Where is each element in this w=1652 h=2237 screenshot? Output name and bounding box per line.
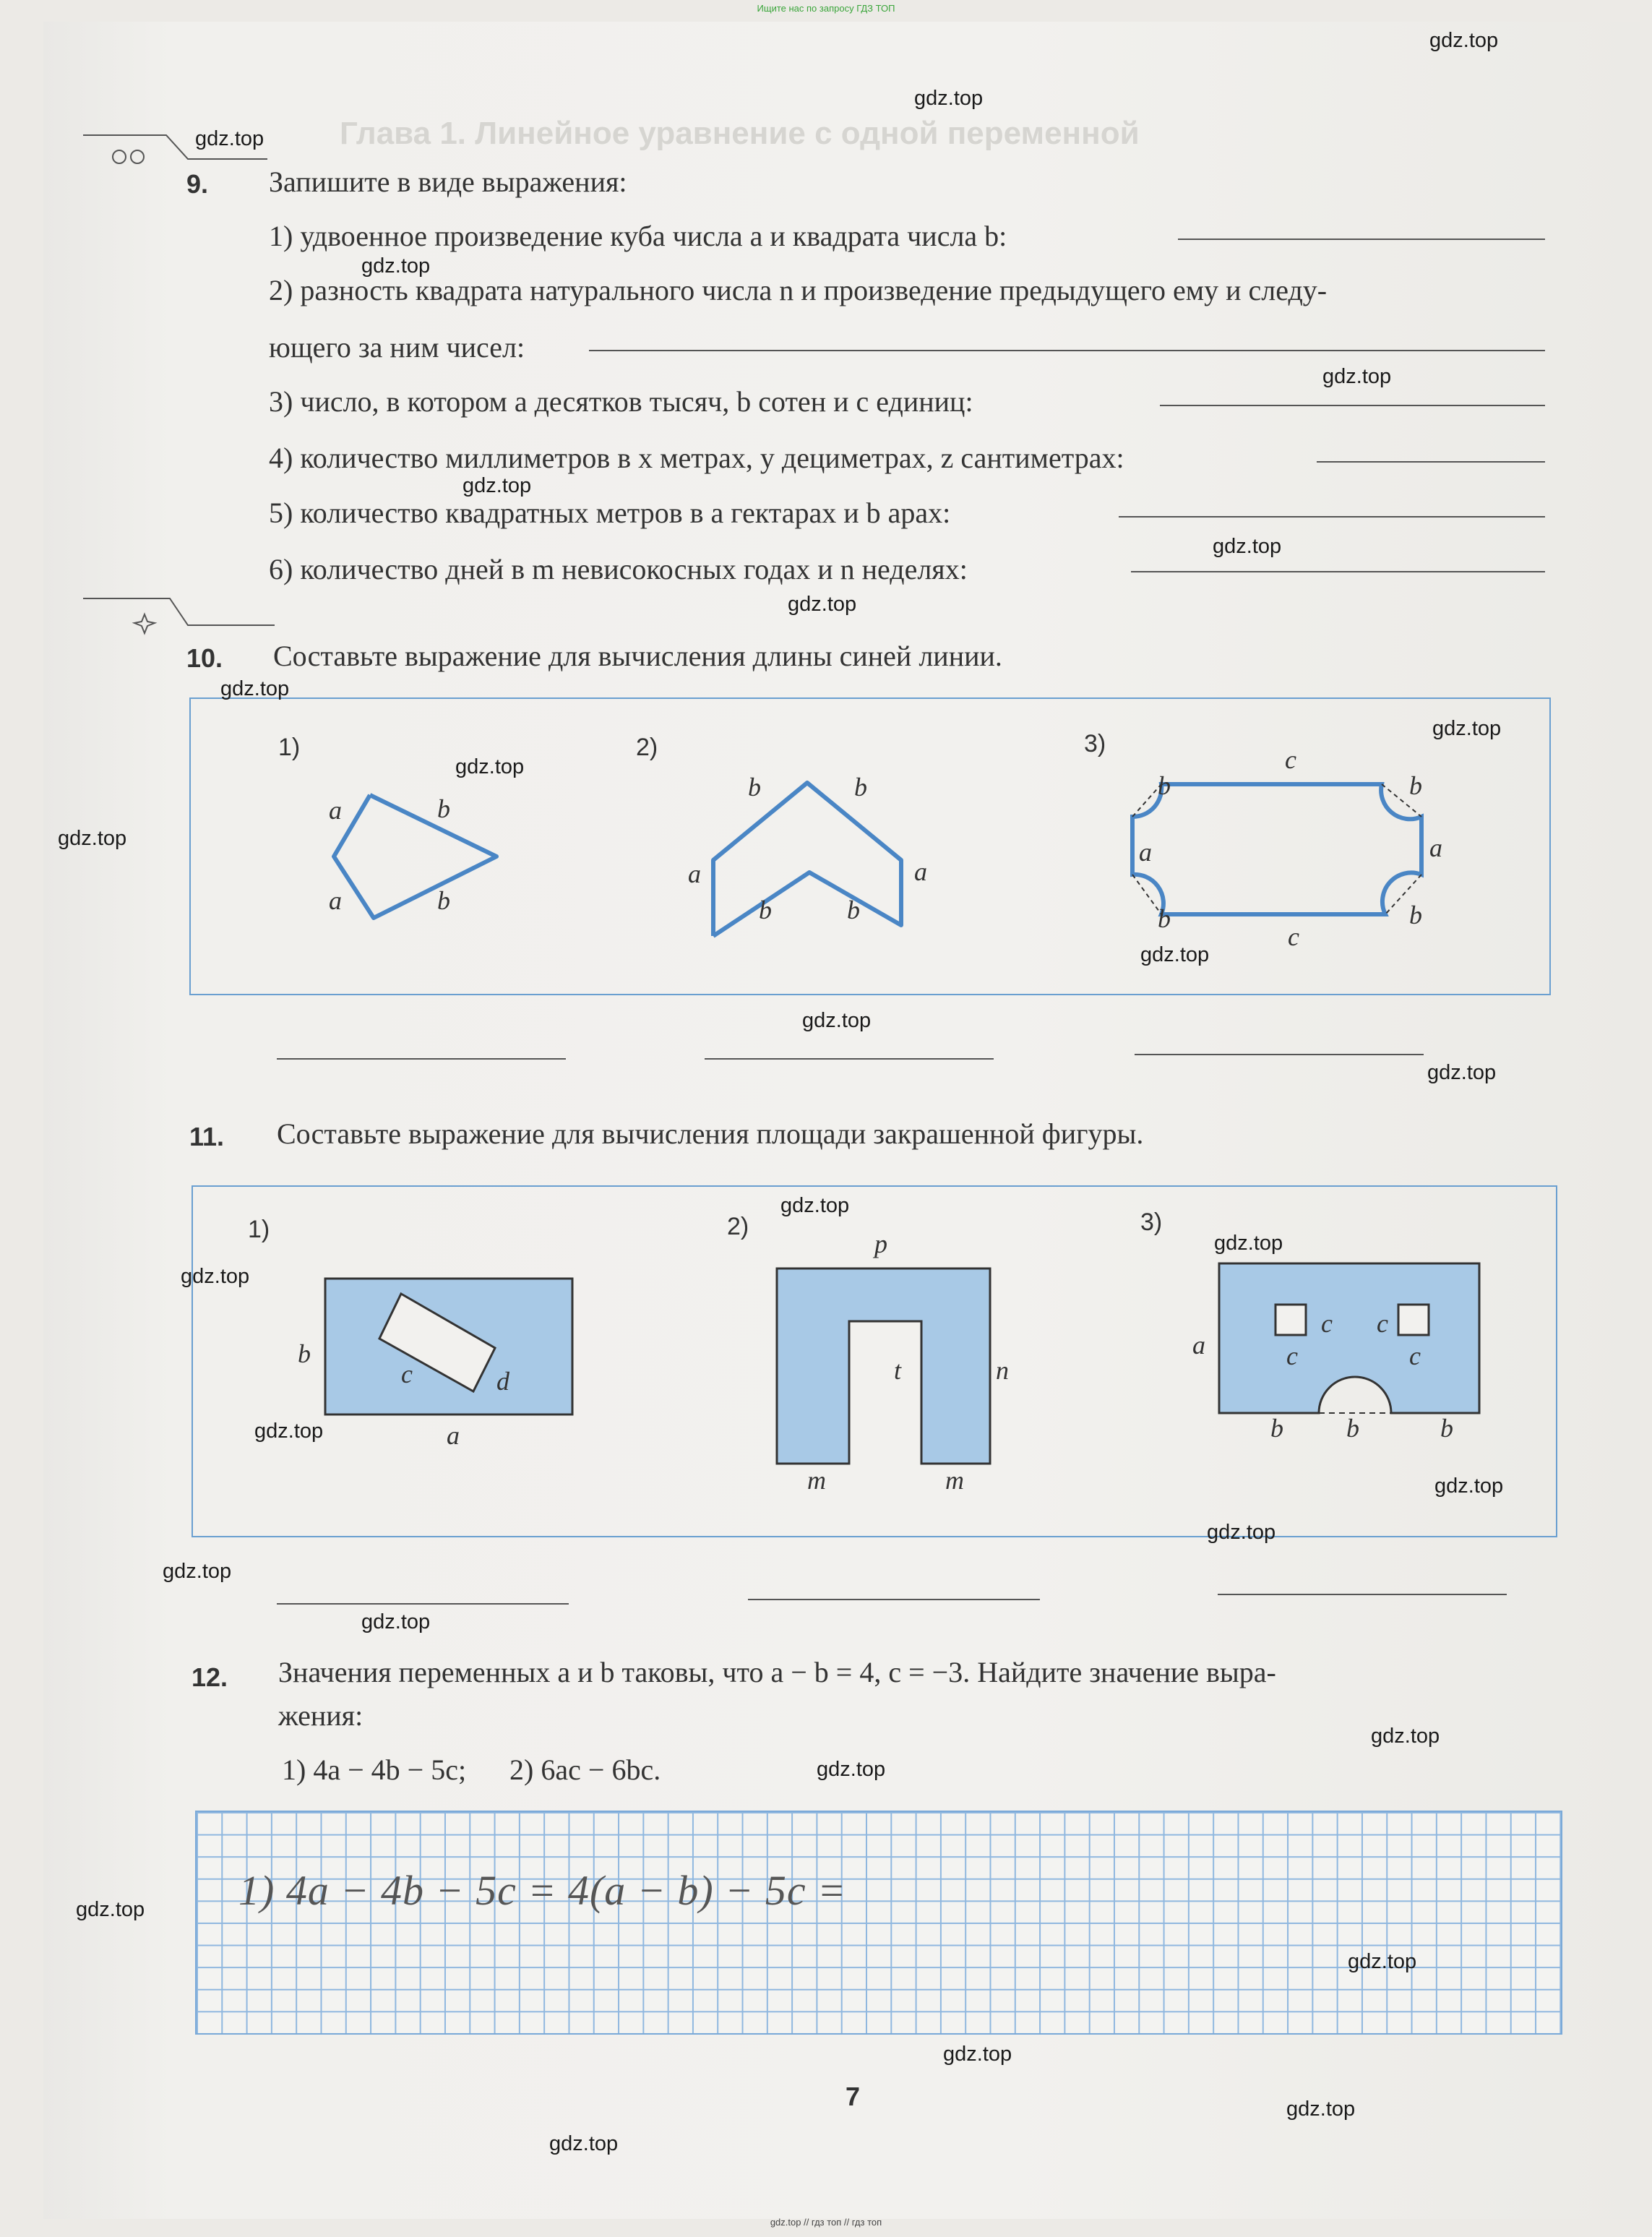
watermark: gdz.top <box>943 2043 1012 2066</box>
task10-title: Составьте выражение для вычисления длины синей линии. <box>273 640 1002 672</box>
answer-line[interactable] <box>705 1058 994 1060</box>
watermark: gdz.top <box>1214 1232 1283 1255</box>
task9-title: Запишите в виде выражения: <box>269 166 627 198</box>
answer-line[interactable] <box>1317 461 1545 463</box>
answer-line[interactable] <box>1218 1594 1507 1595</box>
task12-number: 12. <box>192 1662 228 1692</box>
answer-line[interactable] <box>1178 239 1545 240</box>
answer-line[interactable] <box>1131 571 1545 572</box>
label-b: b <box>437 794 450 823</box>
watermark: gdz.top <box>195 127 264 150</box>
task9-item4: 4) количество миллиметров в x метрах, y дециметрах, z сантиметрах: <box>269 442 1124 474</box>
task12-options: 1) 4a − 4b − 5c; 2) 6ac − 6bc. <box>282 1753 661 1786</box>
figure-label: 3) <box>1140 1208 1163 1236</box>
task10-number: 10. <box>186 643 223 673</box>
bottom-banner: gdz.top // гдз топ // гдз топ <box>770 2217 882 2228</box>
watermark: gdz.top <box>254 1420 324 1443</box>
watermark: gdz.top <box>58 827 127 850</box>
watermark: gdz.top <box>1140 943 1210 966</box>
label-b: b <box>1158 904 1171 933</box>
watermark: gdz.top <box>802 1009 872 1032</box>
task9-number: 9. <box>186 169 209 199</box>
watermark: gdz.top <box>220 677 290 700</box>
task11-figures <box>192 1185 1554 1534</box>
label-a: a <box>1192 1331 1205 1360</box>
task12-title-cont: жения: <box>278 1699 363 1732</box>
figure-label: 2) <box>727 1213 749 1240</box>
label-b: b <box>1158 771 1171 800</box>
task11-number: 11. <box>189 1122 225 1151</box>
watermark: gdz.top <box>549 2132 619 2155</box>
ghost-header: Глава 1. Линейное уравнение с одной переменной <box>340 116 1140 151</box>
answer-line[interactable] <box>277 1603 569 1605</box>
label-a: a <box>329 796 342 825</box>
top-banner: Ищите нас по запросу ГДЗ ТОП <box>757 3 895 14</box>
watermark: gdz.top <box>817 1758 886 1781</box>
label-t: t <box>894 1356 902 1385</box>
watermark: gdz.top <box>780 1194 850 1217</box>
watermark: gdz.top <box>1322 365 1392 388</box>
label-c: c <box>1288 922 1299 951</box>
watermark: gdz.top <box>361 254 431 278</box>
watermark: gdz.top <box>1371 1725 1440 1748</box>
label-c: c <box>1321 1309 1333 1338</box>
watermark: gdz.top <box>1434 1474 1504 1498</box>
answer-grid[interactable] <box>195 1811 1562 2035</box>
label-m: m <box>807 1466 826 1495</box>
watermark: gdz.top <box>1213 535 1282 558</box>
label-p: p <box>874 1229 887 1258</box>
watermark: gdz.top <box>361 1610 431 1633</box>
label-b: b <box>1409 771 1422 800</box>
task9-item1: 1) удвоенное произведение куба числа a и квадрата числа b: <box>269 220 1007 252</box>
watermark: gdz.top <box>1429 29 1499 52</box>
task9-item6: 6) количество дней в m невисокосных годах и n неделях: <box>269 553 968 585</box>
task9-item3: 3) число, в котором a десятков тысяч, b сотен и c единиц: <box>269 385 973 418</box>
figure-label: 2) <box>636 734 658 761</box>
label-c: c <box>1286 1341 1298 1370</box>
answer-line[interactable] <box>748 1599 1040 1600</box>
label-b: b <box>759 896 772 924</box>
label-b: b <box>1270 1414 1283 1443</box>
label-b: b <box>854 773 867 802</box>
answer-line[interactable] <box>277 1058 566 1060</box>
label-b: b <box>1440 1414 1453 1443</box>
task9-item2-cont: ющего за ним чисел: <box>269 331 525 364</box>
watermark: gdz.top <box>1207 1521 1276 1544</box>
watermark: gdz.top <box>181 1265 250 1288</box>
label-c: c <box>1377 1309 1388 1338</box>
handwritten-answer: 1) 4a − 4b − 5c = 4(a − b) − 5c = <box>238 1867 847 1914</box>
watermark: gdz.top <box>163 1560 232 1583</box>
label-a: a <box>688 859 701 888</box>
task11-title: Составьте выражение для вычисления площади закрашенной фигуры. <box>277 1117 1144 1150</box>
page-number: 7 <box>846 2082 861 2111</box>
answer-line[interactable] <box>1135 1054 1424 1055</box>
answer-line[interactable] <box>1119 516 1545 518</box>
label-b: b <box>847 896 860 924</box>
label-a: a <box>914 857 927 886</box>
label-a: a <box>1429 833 1442 862</box>
label-a: a <box>1139 838 1152 867</box>
watermark: gdz.top <box>1427 1061 1497 1084</box>
watermark: gdz.top <box>76 1898 145 1921</box>
watermark: gdz.top <box>463 474 532 497</box>
star-marker-icon <box>79 593 282 636</box>
label-a: a <box>329 886 342 915</box>
figure-label: 1) <box>278 734 301 761</box>
answer-line[interactable] <box>1160 405 1545 406</box>
label-b: b <box>748 773 761 802</box>
watermark: gdz.top <box>914 87 984 110</box>
watermark: gdz.top <box>1432 717 1502 740</box>
label-b: b <box>1346 1414 1359 1443</box>
label-a: a <box>447 1421 460 1450</box>
watermark: gdz.top <box>455 755 525 778</box>
task10-figures <box>189 697 1548 992</box>
label-n: n <box>996 1356 1009 1385</box>
label-m: m <box>945 1466 964 1495</box>
task9-item2: 2) разность квадрата натурального числа n и произведение предыдущего ему и следу- <box>269 274 1328 306</box>
watermark: gdz.top <box>788 593 857 616</box>
task9-item5: 5) количество квадратных метров в a гектарах и b арах: <box>269 497 951 529</box>
watermark: gdz.top <box>1348 1950 1417 1973</box>
label-b: b <box>437 886 450 915</box>
figure-label: 1) <box>248 1216 270 1243</box>
label-b: b <box>298 1339 311 1368</box>
answer-line[interactable] <box>589 350 1545 351</box>
label-b: b <box>1409 901 1422 929</box>
label-c: c <box>401 1360 413 1388</box>
label-d: d <box>496 1367 509 1396</box>
watermark: gdz.top <box>1286 2098 1356 2121</box>
label-c: c <box>1409 1341 1421 1370</box>
label-c: c <box>1285 745 1296 774</box>
task12-title: Значения переменных a и b таковы, что a − b = 4, c = −3. Найдите значение выра- <box>278 1656 1276 1688</box>
figure-label: 3) <box>1084 730 1106 757</box>
